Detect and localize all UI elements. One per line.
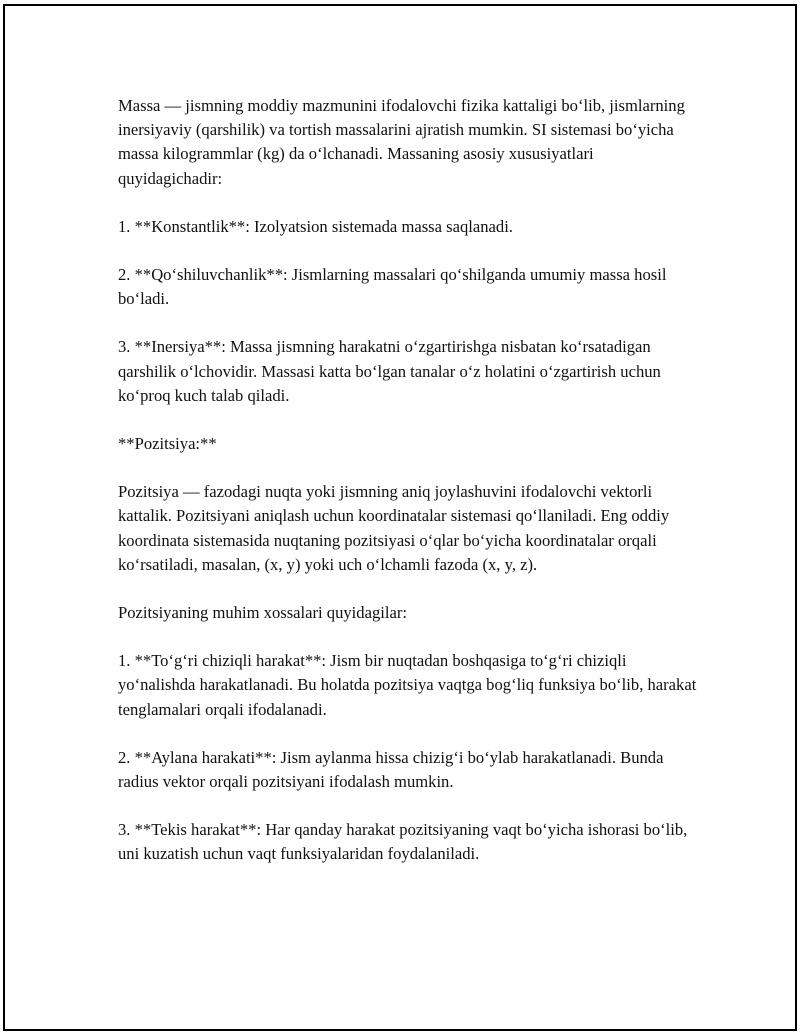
list-item-qoshiluvchanlik: 2. **Qo‘shiluvchanlik**: Jismlarning massalari qo‘shilganda umumiy massa hosil bo‘ladi. [118,265,667,309]
document-body [118,94,698,891]
paragraph-massa-intro: Massa — jismning moddiy mazmunini ifodalovchi fizika kattaligi bo‘lib, jismlarning inersiyaviy (qarshilik) va tortish massalarini ajratish mumkin. SI sistemasi bo‘yicha massa kilogrammlar (kg) da o‘lchanadi. Massaning asosiy xususiyatlari quyidagichadir: [118,96,685,188]
section-heading-pozitsiya: **Pozitsiya:** [118,434,217,454]
list-item-inersiya: 3. **Inersiya**: Massa jismning harakatni o‘zgartirishga nisbatan ko‘rsatadigan qarshilik o‘lchovidir. Massasi katta bo‘lgan tanalar o‘z holatini o‘zgartirish uchun ko‘proq kuch talab qiladi. [118,337,661,405]
list-item-togri-chiziqli: 1. **To‘g‘ri chiziqli harakat**: Jism bir nuqtadan boshqasiga to‘g‘ri chiziqli yo‘nalishda harakatlanadi. Bu holatda pozitsiya vaqtga bog‘liq funksiya bo‘lib, harakat tenglamalari orqali ifodalanadi. [118,651,697,719]
paragraph-pozitsiya-properties: Pozitsiyaning muhim xossalari quyidagilar: [118,603,407,623]
list-item-konstantlik: 1. **Konstantlik**: Izolyatsion sistemada massa saqlanadi. [118,216,513,236]
paragraph-pozitsiya-intro: Pozitsiya — fazodagi nuqta yoki jismning aniq joylashuvini ifodalovchi vektorli kattalik. Pozitsiyani aniqlash uchun koordinatalar sistemasi qo‘llaniladi. Eng oddiy koordinata sistemasida nuqtaning pozitsiyasi o‘qlar bo‘yicha koordinatalar orqali ko‘rsatiladi, masalan, (x, y) yoki uch o‘lchamli fazoda (x, y, z). [118,482,670,574]
list-item-aylana: 2. **Aylana harakati**: Jism aylanma hissa chizig‘i bo‘ylab harakatlanadi. Bunda radius vektor orqali pozitsiyani ifodalash mumkin. [118,747,664,792]
list-item-tekis: 3. **Tekis harakat**: Har qanday harakat pozitsiyaning vaqt bo‘yicha ishorasi bo‘lib, uni kuzatish uchun vaqt funksiyalaridan foydalaniladi. [118,820,688,864]
